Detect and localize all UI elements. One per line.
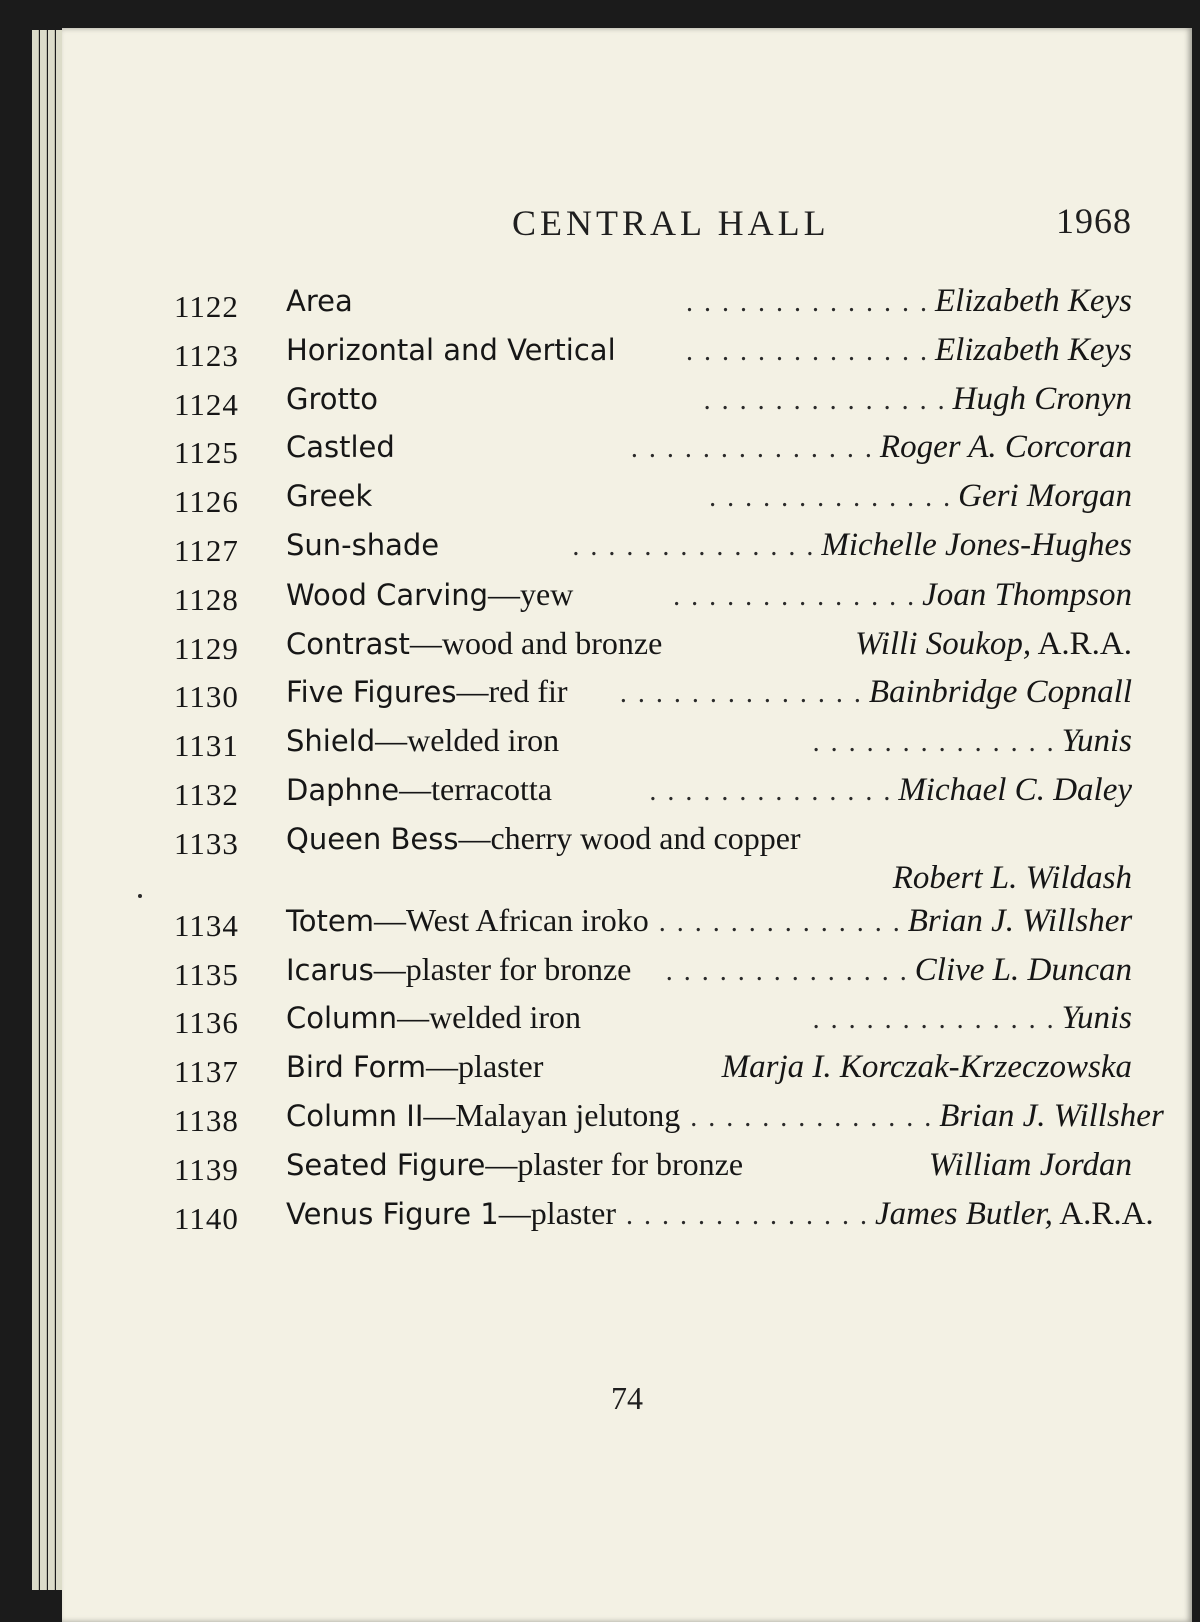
entry-title: Horizontal and Vertical — [286, 332, 616, 367]
catalogue-entry — [174, 951, 1132, 1000]
entry-line — [286, 1146, 1132, 1192]
dot-leader: . . . . . . . . . . . . . . — [572, 530, 816, 562]
entry-number: 1128 — [174, 581, 239, 617]
catalogue-entry — [174, 1048, 1132, 1097]
catalogue-entry — [174, 1096, 1164, 1146]
ink-speck — [138, 894, 142, 898]
catalogue-entry — [174, 820, 1132, 902]
entry-number: 1139 — [174, 1151, 239, 1187]
dot-leader: . . . . . . . . . . . . . . — [665, 955, 909, 987]
entry-line — [286, 1096, 1164, 1143]
entry-number: 1132 — [174, 776, 239, 812]
entry-number: 1140 — [174, 1200, 239, 1236]
entry-artist: Elizabeth Keys — [934, 283, 1132, 319]
entry-medium: —West African iroko — [374, 901, 649, 938]
entry-title: Contrast — [286, 626, 410, 661]
entry-artist: Brian J. Willsher — [907, 902, 1133, 939]
entry-title: Venus Figure 1 — [286, 1196, 499, 1231]
entry-title: Sun-shade — [286, 527, 440, 562]
entry-medium: —welded iron — [397, 999, 582, 1036]
entry-artist: Roger A. Corcoran — [879, 429, 1132, 466]
entry-title: Greek — [286, 479, 373, 514]
catalogue-entry — [174, 283, 1132, 332]
entry-medium: —cherry wood and copper — [458, 819, 801, 856]
entry-artist: Michael C. Daley — [898, 771, 1132, 808]
entry-medium: —plaster for bronze — [485, 1145, 744, 1182]
dot-leader: . . . . . . . . . . . . . . — [626, 1199, 870, 1231]
catalogue-entry — [174, 999, 1132, 1048]
artist-honour: A.R.A. — [1052, 1195, 1154, 1232]
dot-leader: . . . . . . . . . . . . . . — [685, 287, 929, 318]
entry-artist: William Jordan — [928, 1146, 1132, 1183]
entry-artist: Brian J. Willsher — [939, 1097, 1164, 1134]
entry-number: 1122 — [174, 289, 239, 324]
entry-medium: —yew — [488, 575, 574, 612]
entry-number: 1133 — [174, 825, 239, 861]
artist-honour: A.R.A. — [1031, 625, 1132, 662]
dot-leader: . . . . . . . . . . . . . . — [812, 727, 1056, 759]
catalogue-entry — [174, 771, 1132, 820]
entry-medium: —wood and bronze — [409, 624, 663, 661]
dot-leader: . . . . . . . . . . . . . . — [812, 1004, 1056, 1036]
entry-medium: —plaster — [426, 1048, 544, 1085]
entry-line — [286, 1048, 1132, 1094]
catalogue-entry — [174, 478, 1132, 527]
entry-title: Totem — [286, 903, 374, 938]
page-edge-left-2 — [40, 30, 47, 1590]
dot-leader: . . . . . . . . . . . . . . — [673, 580, 917, 612]
catalogue-entry — [174, 381, 1132, 430]
entry-title: Seated Figure — [286, 1147, 486, 1182]
catalogue-entry — [174, 902, 1132, 951]
catalogue-entry — [174, 1194, 1154, 1244]
page-number: 74 — [611, 1380, 643, 1416]
catalogue-entry — [174, 576, 1132, 625]
entry-line — [286, 332, 1132, 378]
entry-artist: Clive L. Duncan — [914, 951, 1132, 988]
dot-leader: . . . . . . . . . . . . . . — [690, 1101, 934, 1133]
dot-leader: . . . . . . . . . . . . . . — [630, 433, 874, 465]
entry-title: Icarus — [286, 952, 374, 987]
entry-artist: Elizabeth Keys — [934, 331, 1132, 368]
entry-line — [286, 381, 1132, 427]
catalogue-entry — [174, 673, 1132, 722]
catalogue-entry — [174, 332, 1132, 381]
entry-medium: —Malayan jelutong — [423, 1096, 681, 1133]
entry-number: 1138 — [174, 1102, 239, 1138]
entry-medium: —red fir — [456, 673, 568, 710]
entry-medium: —welded iron — [375, 722, 560, 759]
entry-artist: Robert L. Wildash — [892, 859, 1132, 896]
dot-leader: . . . . . . . . . . . . . . — [658, 906, 902, 938]
dot-leader: . . . . . . . . . . . . . . — [703, 384, 947, 416]
catalogue-entry — [174, 527, 1132, 576]
entry-title: Castled — [286, 430, 395, 465]
page-edge-left-1 — [32, 30, 39, 1590]
catalogue-entry — [174, 625, 1132, 674]
entry-number: 1130 — [174, 679, 239, 715]
entry-artist: Yunis — [1061, 1000, 1132, 1037]
artist-name: Willi Soukop, — [855, 625, 1032, 662]
entry-line — [286, 283, 1132, 329]
entry-title: Column II — [286, 1098, 424, 1133]
catalogue-entry — [174, 429, 1132, 478]
entry-number: 1129 — [174, 630, 239, 666]
entry-number: 1123 — [174, 337, 239, 373]
entry-artist: Marja I. Korczak-Krzeczowska — [721, 1049, 1132, 1086]
entry-number: 1124 — [174, 386, 239, 422]
entry-title: Bird Form — [286, 1050, 427, 1085]
entry-artist: Joan Thompson — [922, 576, 1132, 613]
entry-line — [286, 673, 1132, 719]
entry-artist — [869, 1196, 1154, 1233]
entry-artist — [849, 626, 1132, 663]
entry-line — [286, 951, 1132, 997]
entry-line — [286, 478, 1132, 524]
entry-artist: Geri Morgan — [958, 478, 1132, 515]
entry-number: 1134 — [174, 907, 239, 943]
entry-medium: —plaster for bronze — [373, 950, 632, 987]
entry-line — [286, 429, 1132, 475]
entry-number: 1125 — [174, 435, 239, 471]
catalogue-page — [62, 28, 1192, 1622]
entry-artist: Bainbridge Copnall — [868, 674, 1132, 711]
entry-number: 1131 — [174, 728, 239, 764]
catalogue-entry — [174, 722, 1132, 771]
entry-line — [286, 722, 1132, 768]
entry-line — [286, 576, 1132, 622]
entry-artist: Yunis — [1061, 723, 1132, 760]
entry-line — [286, 625, 1132, 671]
catalogue-entries — [174, 283, 1164, 1243]
entry-title: Queen Bess — [286, 821, 459, 856]
entry-title: Area — [286, 284, 353, 318]
dot-leader: . . . . . . . . . . . . . . — [685, 335, 929, 367]
entry-title: Wood Carving — [286, 577, 489, 612]
entry-number: 1136 — [174, 1005, 239, 1041]
dot-leader: . . . . . . . . . . . . . . — [709, 482, 953, 514]
running-head — [62, 178, 1192, 243]
year: 1968 — [1056, 201, 1132, 241]
entry-title: Grotto — [286, 381, 378, 416]
dot-leader: . . . . . . . . . . . . . . — [649, 775, 893, 807]
entry-line — [286, 771, 1132, 817]
entry-title: Shield — [286, 724, 376, 759]
dot-leader: . . . . . . . . . . . . . . — [619, 678, 863, 710]
entry-number: 1126 — [174, 484, 239, 520]
entry-line — [286, 902, 1132, 948]
artist-name: James Butler, — [875, 1195, 1053, 1232]
entry-title: Five Figures — [286, 675, 457, 710]
entry-line — [286, 1194, 1154, 1241]
entry-medium: —terracotta — [399, 770, 552, 807]
entry-line — [286, 999, 1132, 1045]
entry-title: Column — [286, 1001, 398, 1036]
entry-title: Daphne — [286, 772, 400, 807]
entry-medium: —plaster — [498, 1194, 617, 1231]
entry-number: 1137 — [174, 1054, 239, 1090]
entry-artist: Michelle Jones-Hughes — [821, 526, 1132, 563]
page-edge-left-3 — [48, 30, 55, 1590]
catalogue-entry — [174, 1146, 1132, 1195]
entry-artist: Hugh Cronyn — [952, 380, 1132, 417]
entry-number: 1135 — [174, 956, 239, 992]
entry-number: 1127 — [174, 532, 239, 568]
section-title: CENTRAL HALL — [512, 203, 830, 243]
entry-line — [286, 527, 1132, 573]
